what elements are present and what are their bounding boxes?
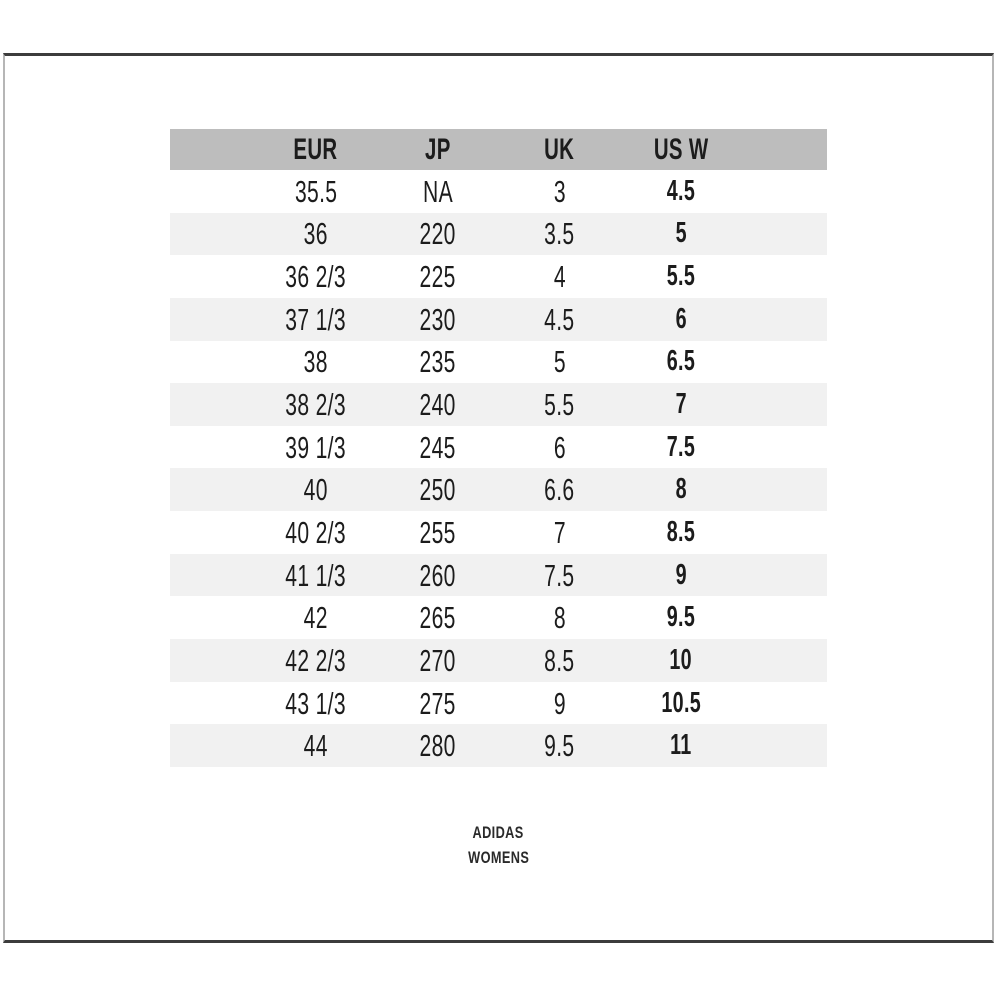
- cell-jp: 250: [419, 472, 456, 508]
- cell-eur: 42 2/3: [285, 642, 347, 678]
- brand-category-text: WOMENS: [467, 848, 530, 867]
- cell-jp: 235: [419, 344, 456, 380]
- cell-uk: 3: [553, 173, 566, 209]
- cell-jp: 225: [419, 259, 456, 295]
- cell-jp: 270: [419, 642, 456, 678]
- cell-uk: 7.5: [544, 557, 575, 593]
- cell-eur: 41 1/3: [285, 557, 347, 593]
- cell-usw: 6: [675, 302, 687, 335]
- table-row: [170, 341, 827, 384]
- cell-usw: 11: [670, 729, 692, 762]
- cell-usw: 5: [675, 217, 687, 250]
- cell-usw: 10.5: [661, 686, 701, 719]
- cell-uk: 4.5: [544, 301, 575, 337]
- column-header-eur: EUR: [293, 132, 338, 166]
- cell-uk: 4: [553, 259, 566, 295]
- table-row: [170, 298, 827, 341]
- cell-uk: 7: [553, 514, 566, 550]
- table-row: [170, 170, 827, 213]
- cell-jp: 260: [419, 557, 456, 593]
- table-row: [170, 639, 827, 682]
- column-header-jp: JP: [424, 132, 451, 166]
- cell-eur: 38: [303, 344, 328, 380]
- column-header-usw: US W: [653, 132, 709, 166]
- cell-eur: 38 2/3: [285, 387, 347, 423]
- brand-name-text: ADIDAS: [472, 823, 525, 842]
- table-row: [170, 724, 827, 767]
- cell-usw: 7.5: [666, 430, 696, 463]
- table-row: [170, 596, 827, 639]
- cell-jp: 245: [419, 429, 456, 465]
- cell-usw: 9: [675, 558, 687, 591]
- cell-jp: 255: [419, 514, 456, 550]
- table-row: [170, 554, 827, 597]
- cell-jp: NA: [422, 173, 453, 209]
- cell-uk: 3.5: [544, 216, 575, 252]
- cell-eur: 40: [303, 472, 328, 508]
- cell-uk: 6: [553, 429, 566, 465]
- column-header-uk: UK: [544, 132, 575, 166]
- cell-uk: 9.5: [544, 728, 575, 764]
- table-header-row: [170, 129, 827, 170]
- cell-jp: 275: [419, 685, 456, 721]
- cell-eur: 42: [303, 600, 328, 636]
- cell-uk: 8: [553, 600, 566, 636]
- cell-uk: 9: [553, 685, 566, 721]
- cell-usw: 5.5: [666, 260, 696, 293]
- table-body: [170, 170, 827, 767]
- table-row: [170, 682, 827, 725]
- cell-usw: 9.5: [666, 601, 696, 634]
- cell-uk: 5.5: [544, 387, 575, 423]
- table-row: [170, 426, 827, 469]
- size-conversion-table: [170, 129, 827, 767]
- cell-eur: 36: [303, 216, 328, 252]
- table-row: [170, 383, 827, 426]
- cell-eur: 44: [303, 728, 328, 764]
- cell-usw: 8.5: [666, 515, 696, 548]
- cell-uk: 8.5: [544, 642, 575, 678]
- cell-eur: 36 2/3: [285, 259, 347, 295]
- cell-eur: 43 1/3: [285, 685, 347, 721]
- cell-usw: 10: [669, 643, 693, 676]
- table-row: [170, 255, 827, 298]
- cell-jp: 220: [419, 216, 456, 252]
- cell-jp: 240: [419, 387, 456, 423]
- table-row: [170, 511, 827, 554]
- cell-jp: 280: [419, 728, 456, 764]
- cell-jp: 265: [419, 600, 456, 636]
- table-row: [170, 468, 827, 511]
- cell-eur: 37 1/3: [285, 301, 347, 337]
- brand-label: [170, 820, 827, 870]
- cell-usw: 8: [675, 473, 687, 506]
- cell-uk: 5: [553, 344, 566, 380]
- table-row: [170, 213, 827, 256]
- cell-uk: 6.6: [544, 472, 575, 508]
- cell-usw: 4.5: [666, 174, 696, 207]
- cell-eur: 35.5: [294, 173, 338, 209]
- cell-usw: 7: [675, 388, 687, 421]
- cell-jp: 230: [419, 301, 456, 337]
- cell-eur: 39 1/3: [285, 429, 347, 465]
- cell-usw: 6.5: [666, 345, 696, 378]
- cell-eur: 40 2/3: [285, 514, 347, 550]
